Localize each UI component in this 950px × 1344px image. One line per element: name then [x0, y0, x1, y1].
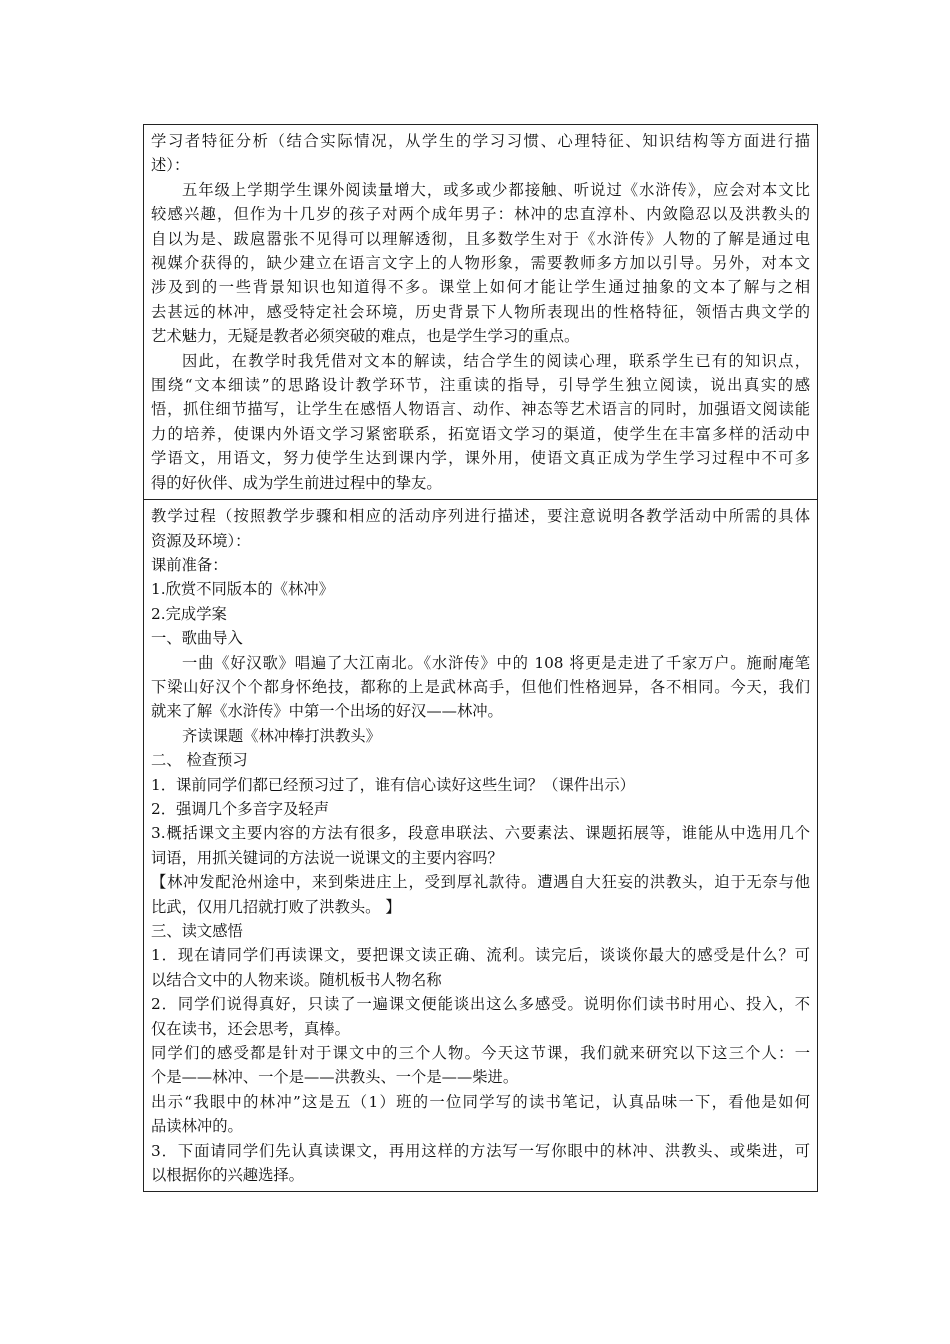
teaching-process-line: 二、 检查预习	[151, 751, 248, 770]
teaching-process-line: 【林冲发配沧州途中，来到柴进庄上，受到厚礼款待。遭遇自大狂妄的洪教头，迫于无奈与他	[151, 873, 810, 892]
teaching-process-line: 资源及环境）：	[151, 531, 251, 550]
teaching-process-line: 1.欣赏不同版本的《林冲》	[151, 580, 334, 599]
teaching-process-line: 齐读课题《林冲棒打洪教头》	[182, 726, 381, 745]
teaching-process-line: 2．同学们说得真好，只读了一遍课文便能谈出这么多感受。说明你们读书时用心、投入，不	[151, 995, 810, 1014]
teaching-process-line: 1．课前同学们都已经预习过了，谁有信心读好这些生词？（课件出示）	[151, 775, 635, 794]
learner-analysis-line: 因此，在教学时我凭借对文本的解读，结合学生的阅读心理，联系学生已有的知识点，	[182, 351, 810, 370]
teaching-process-line: 比武，仅用几招就打败了洪教头。 】	[151, 897, 401, 916]
lesson-plan-table	[143, 124, 818, 1192]
teaching-process-line: 1．现在请同学们再读课文，要把课文读正确、流利。读完后，谈谈你最大的感受是什么？可	[151, 946, 810, 965]
teaching-process-line: 以结合文中的人物来谈。随机板书人物名称	[151, 970, 442, 989]
learner-analysis-line: 较感兴趣，但作为十几岁的孩子对两个成年男子：林冲的忠直淳朴、内敛隐忍以及洪教头的	[151, 205, 810, 224]
learner-analysis-line: 艺术魅力，无疑是教者必须突破的难点，也是学生学习的重点。	[151, 327, 580, 346]
learner-analysis-line: 述）：	[151, 156, 190, 175]
learner-analysis-line: 悟，抓住细节描写，让学生在感悟人物语言、动作、神态等艺术语言的同时，加强语文阅读能	[151, 400, 810, 419]
learner-analysis-cell	[144, 125, 817, 499]
teaching-process-line: 课前准备：	[151, 555, 228, 574]
learner-analysis-line: 学语文，用语文，努力使学生达到课内学，课外用，使语文真正成为学生学习过程中不可多	[151, 449, 810, 468]
learner-analysis-line: 学习者特征分析（结合实际情况，从学生的学习习惯、心理特征、知识结构等方面进行描	[151, 132, 810, 150]
learner-analysis-line: 涉及到的一些背景知识也知道得不多。课堂上如何才能让学生通过抽象的文本了解与之相	[151, 278, 810, 297]
teaching-process-cell	[144, 499, 817, 1191]
teaching-process-line: 2．强调几个多音字及轻声	[151, 799, 329, 818]
teaching-process-line: 就来了解《水浒传》中第一个出场的好汉——林冲。	[151, 702, 503, 721]
teaching-process-line: 词语，用抓关键词的方法说一说课文的主要内容吗？	[151, 848, 503, 867]
teaching-process-line: 三、读文感悟	[151, 922, 243, 940]
teaching-process-line: 3.概括课文主要内容的方法有很多，段意串联法、六要素法、课题拓展等，谁能从中选用几个	[151, 824, 810, 843]
teaching-process-line: 仅在读书，还会思考，真棒。	[151, 1019, 350, 1038]
learner-analysis-line: 去甚远的林冲，感受特定社会环境，历史背景下人物所表现出的性格特征，领悟古典文学的	[151, 302, 810, 321]
teaching-process-line: 同学们的感受都是针对于课文中的三个人物。今天这节课，我们就来研究以下这三个人：一	[151, 1044, 810, 1063]
teaching-process-line: 教学过程（按照教学步骤和相应的活动序列进行描述，要注意说明各教学活动中所需的具体	[151, 507, 810, 526]
learner-analysis-line: 力的培养，使课内外语文学习紧密联系，拓宽语文学习的渠道，使学生在丰富多样的活动中	[151, 424, 810, 443]
teaching-process-line: 3．下面请同学们先认真读课文，再用这样的方法写一写你眼中的林冲、洪教头、或柴进，可	[151, 1141, 810, 1160]
teaching-process-line: 以根据你的兴趣选择。	[151, 1166, 304, 1185]
teaching-process-line: 2.完成学案	[151, 604, 227, 623]
learner-analysis-line: 五年级上学期学生课外阅读量增大，或多或少都接触、听说过《水浒传》，应会对本文比	[182, 180, 810, 199]
teaching-process-line: 下梁山好汉个个都身怀绝技，都称的上是武林高手，但他们性格迥异，各不相同。今天，我们	[151, 677, 810, 696]
learner-analysis-line: 围绕“文本细读”的思路设计教学环节，注重读的指导，引导学生独立阅读，说出真实的感	[151, 376, 810, 395]
teaching-process-line: 一曲《好汉歌》唱遍了大江南北。《水浒传》中的 108 将更是走进了千家万户。施耐庵笔	[182, 653, 810, 672]
learner-analysis-line: 视媒介获得的，缺少建立在语言文字上的人物形象，需要教师多方加以引导。另外，对本文	[151, 254, 810, 273]
teaching-process-line: 一、歌曲导入	[151, 629, 243, 648]
teaching-process-line: 个是——林冲、一个是——洪教头、一个是——柴进。	[151, 1068, 519, 1087]
teaching-process-line: 品读林冲的。	[151, 1117, 243, 1136]
learner-analysis-line: 自以为是、跋扈嚣张不见得可以理解透彻，且多数学生对于《水浒传》人物的了解是通过电	[151, 229, 810, 248]
learner-analysis-line: 得的好伙伴、成为学生前进过程中的挚友。	[151, 473, 442, 492]
teaching-process-line: 出示“我眼中的林冲”这是五（1）班的一位同学写的读书笔记，认真品味一下，看他是如何	[151, 1092, 810, 1111]
